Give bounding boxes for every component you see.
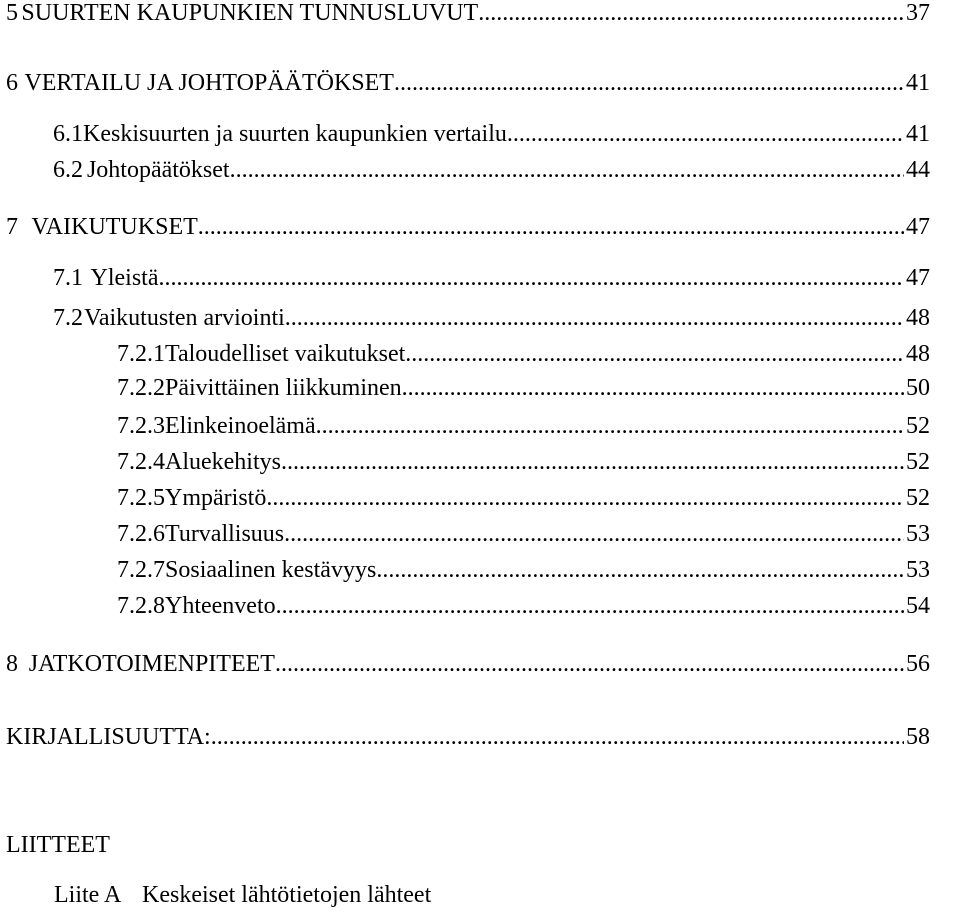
toc-dot-leader — [394, 67, 904, 99]
toc-entry[interactable] — [6, 721, 930, 753]
appendix-label: Liite A — [54, 882, 120, 908]
toc-entry[interactable] — [6, 211, 930, 243]
toc-entry[interactable] — [117, 554, 930, 586]
toc-dot-leader — [198, 211, 904, 243]
toc-entry-page: 41 — [906, 70, 930, 96]
toc-entry-number: 7.2 — [53, 305, 83, 331]
appendix-entry[interactable] — [54, 879, 431, 911]
toc-entry[interactable] — [53, 118, 930, 150]
toc-entry-number: 7.2.3 — [117, 413, 165, 439]
toc-entry-number: 7.2.4 — [117, 449, 165, 475]
toc-entry-page: 48 — [906, 305, 930, 331]
toc-entry-title: SUURTEN KAUPUNKIEN TUNNUSLUVUT — [21, 0, 479, 26]
toc-entry-page: 47 — [906, 214, 930, 240]
toc-entry-page: 37 — [906, 0, 930, 26]
toc-entry-number: 7 — [6, 214, 18, 240]
toc-entry-title: Yhteenveto — [165, 593, 276, 619]
toc-entry-title: JATKOTOIMENPITEET — [28, 651, 275, 677]
toc-entry-page: 53 — [906, 521, 930, 547]
toc-entry[interactable] — [117, 372, 930, 404]
toc-entry[interactable] — [117, 482, 930, 514]
toc-entry-number: 7.2.8 — [117, 593, 165, 619]
toc-entry-page: 52 — [906, 485, 930, 511]
toc-dot-leader — [507, 118, 904, 150]
toc-entry-page: 54 — [906, 593, 930, 619]
toc-entry-page: 56 — [906, 651, 930, 677]
toc-entry-page: 44 — [906, 157, 930, 183]
toc-entry-page: 53 — [906, 557, 930, 583]
toc-entry-title: Elinkeinoelämä — [165, 413, 316, 439]
toc-entry-number: 5 — [6, 0, 18, 26]
toc-entry[interactable] — [6, 648, 930, 680]
toc-entry[interactable] — [117, 590, 930, 622]
toc-entry-title: KIRJALLISUUTTA: — [6, 724, 211, 750]
toc-dot-leader — [275, 648, 904, 680]
toc-entry-page: 58 — [906, 724, 930, 750]
toc-dot-leader — [276, 590, 904, 622]
toc-entry[interactable] — [53, 262, 930, 294]
toc-entry-number: 7.1 — [53, 265, 83, 291]
toc-dot-leader — [211, 721, 904, 753]
toc-entry[interactable] — [117, 518, 930, 550]
toc-entry[interactable] — [117, 338, 930, 370]
toc-entry-title: Ympäristö — [165, 485, 267, 511]
toc-dot-leader — [281, 446, 904, 478]
toc-entry-title: Aluekehitys — [165, 449, 281, 475]
toc-entry[interactable] — [6, 67, 930, 99]
toc-entry-number: 7.2.7 — [117, 557, 165, 583]
toc-entry-page: 41 — [906, 121, 930, 147]
toc-entry-title: Turvallisuus — [165, 521, 285, 547]
toc-entry-page: 48 — [906, 341, 930, 367]
appendices-heading: LIITTEET — [6, 832, 110, 858]
toc-entry-page: 47 — [906, 265, 930, 291]
toc-entry[interactable] — [117, 446, 930, 478]
toc-dot-leader — [284, 518, 904, 550]
toc-dot-leader — [266, 482, 904, 514]
toc-entry-title: Sosiaalinen kestävyys — [165, 557, 377, 583]
toc-dot-leader — [316, 410, 904, 442]
toc-entry-title: Vaikutusten arviointi — [84, 305, 285, 331]
appendix-title: Keskeiset lähtötietojen lähteet — [142, 882, 432, 908]
toc-entry-title: Johtopäätökset — [86, 157, 230, 183]
toc-entry-page: 50 — [906, 375, 930, 401]
toc-entry-title: VAIKUTUKSET — [31, 214, 198, 240]
toc-entry[interactable] — [6, 0, 930, 29]
toc-entry-page: 52 — [906, 449, 930, 475]
toc-entry-number: 7.2.6 — [117, 521, 165, 547]
toc-dot-leader — [405, 338, 904, 370]
toc-entry-number: 7.2.5 — [117, 485, 165, 511]
toc-dot-leader — [376, 554, 904, 586]
toc-entry-number: 8 — [6, 651, 18, 677]
toc-entry-title: Päivittäinen liikkuminen — [165, 375, 402, 401]
toc-entry[interactable] — [117, 410, 930, 442]
toc-entry-number: 7.2.1 — [117, 341, 165, 367]
toc-dot-leader — [402, 372, 904, 404]
toc-entry-number: 6.2 — [53, 157, 83, 183]
toc-dot-leader — [478, 0, 904, 29]
toc-entry-number: 6.1 — [53, 121, 83, 147]
toc-entry[interactable] — [53, 154, 930, 186]
toc-entry-number: 6 — [6, 70, 18, 96]
toc-entry-page: 52 — [906, 413, 930, 439]
toc-entry-title: Keskisuurten ja suurten kaupunkien vertailu — [83, 121, 507, 147]
toc-entry-title: VERTAILU JA JOHTOPÄÄTÖKSET — [24, 70, 394, 96]
toc-dot-leader — [285, 302, 904, 334]
toc-dot-leader — [230, 154, 904, 186]
toc-entry-title: Yleistä — [90, 265, 159, 291]
toc-dot-leader — [159, 262, 905, 294]
toc-entry-title: Taloudelliset vaikutukset — [165, 341, 406, 367]
toc-entry[interactable] — [53, 302, 930, 334]
toc-entry-number: 7.2.2 — [117, 375, 165, 401]
